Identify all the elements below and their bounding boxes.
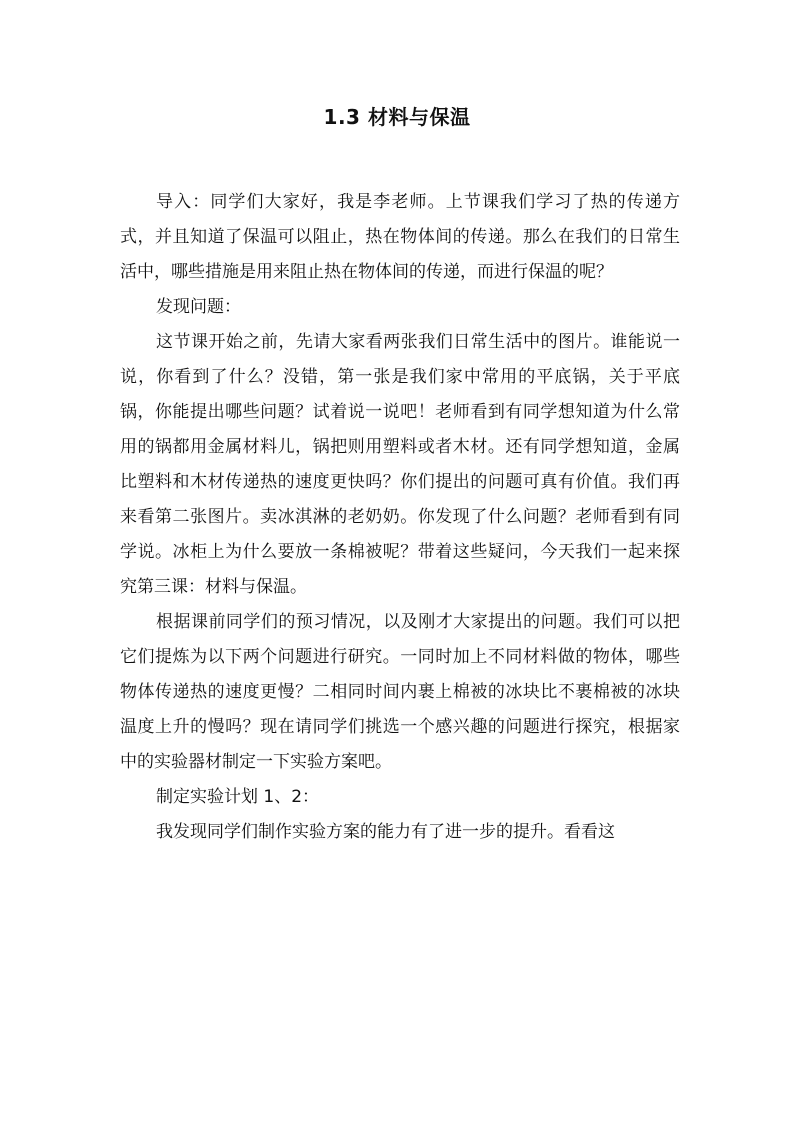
paragraph-section-heading-plan: 制定实验计划 1、2： [156, 787, 320, 807]
document-title: 1.3 材料与保温 [323, 105, 471, 129]
paragraph-research-questions: 根据课前同学们的预习情况，以及刚才大家提出的问题。我们可以把它们提炼为以下两个问题进行研究。一同时加上不同材料做的物体，哪些物体传递热的速度更慢？二相同时间内裹上棉被的冰块比不裹棉被的冰块温度上升的慢吗？现在请同学们挑选一个感兴趣的问题进行探究，根据家中的实验器材制定一下实验方案吧。 [120, 612, 680, 772]
paragraph-discover-content: 这节课开始之前，先请大家看两张我们日常生活中的图片。谁能说一说，你看到了什么？没错，第一张是我们家中常用的平底锅，关于平底锅，你能提出哪些问题？试着说一说吧！老师看到有同学想知道为什么常用的锅都用金属材料儿，锅把则用塑料或者木材。还有同学想知道，金属比塑料和木材传递热的速度更快吗？你们提出的问题可真有价值。我们再来看第二张图片。卖冰淇淋的老奶奶。你发现了什么问题？老师看到有同学说。冰柜上为什么要放一条棉被呢？带着这些疑问，今天我们一起来探究第三课：材料与保温。 [120, 332, 680, 597]
document-body [120, 185, 680, 850]
paragraph-intro: 导入：同学们大家好，我是李老师。上节课我们学习了热的传递方式，并且知道了保温可以阻止，热在物体间的传递。那么在我们的日常生活中，哪些措施是用来阻止热在物体间的传递，而进行保温的呢？ [120, 192, 680, 282]
paragraph-plan-content: 我发现同学们制作实验方案的能力有了进一步的提升。看看这 [156, 822, 615, 842]
paragraph-section-heading-discover: 发现问题： [156, 297, 241, 317]
